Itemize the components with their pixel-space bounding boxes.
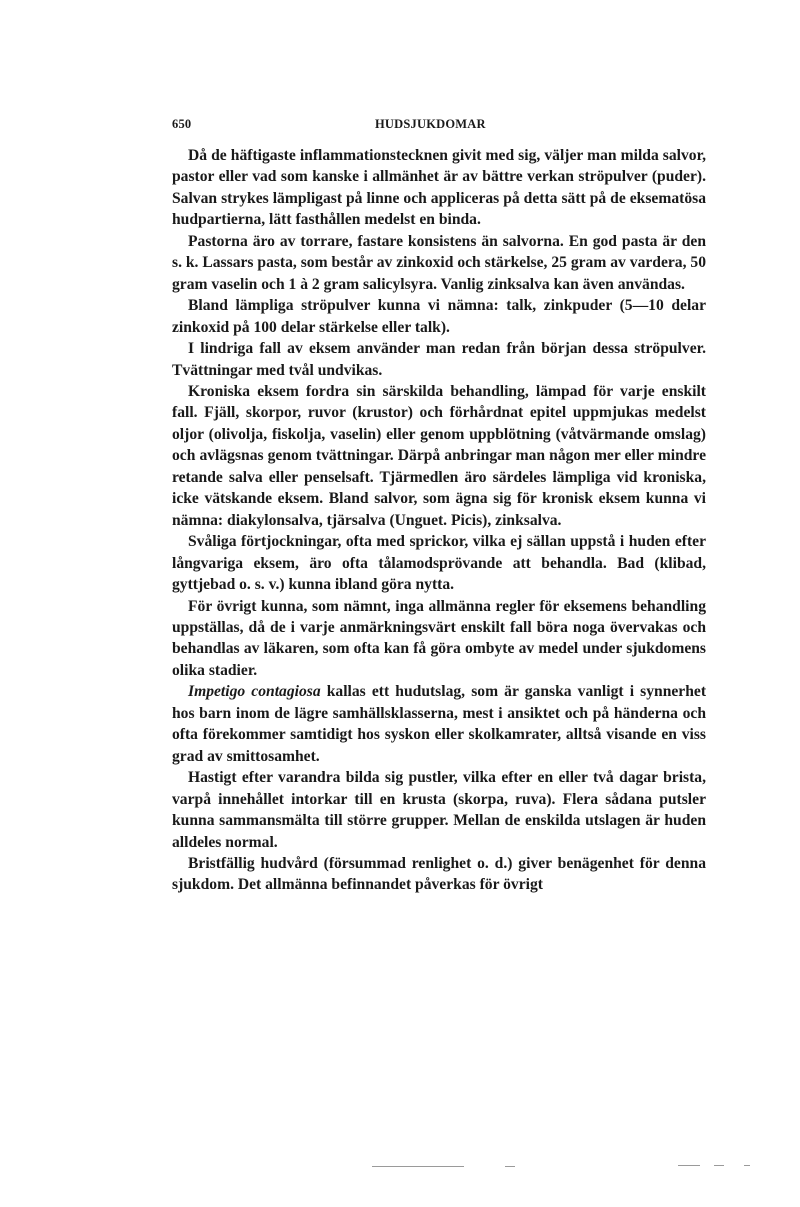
scan-artifact [714, 1165, 724, 1166]
paragraph: Svåliga förtjockningar, ofta med sprickor, vilka ej sällan uppstå i huden efter långvariga eksem, äro ofta tålamodsprövande att behandla. Bad (klibad, gyttjebad o. s. v.) kunna ibland göra nytta. [172, 533, 706, 594]
body-text [172, 145, 706, 896]
scan-artifact [744, 1165, 750, 1166]
paragraph: I lindriga fall av eksem använder man redan från början dessa ströpulver. Tvättningar med tvål undvikas. [172, 340, 706, 379]
paragraph-text: kallas ett hudutslag, som är ganska vanligt i synnerhet hos barn inom de lägre samhällsklasserna, mest i ansiktet och på händerna och ofta förekommer samtidigt hos syskon eller skolkamrater, alltså visande en viss grad av smittosamhet. [172, 683, 707, 765]
paragraph-impetigo [172, 681, 706, 767]
scan-artifact [505, 1166, 515, 1167]
scan-artifact [372, 1166, 464, 1167]
paragraph: Kroniska eksem fordra sin särskilda behandling, lämpad för varje enskilt fall. Fjäll, skorpor, ruvor (krustor) och förhårdnat epitel uppmjukas medelst oljor (olivolja, fiskolja, vaselin) eller genom uppblötning (våtvärmande omslag) och avlägsnas genom tvättningar. Därpå anbringar man någon mer eller mindre retande salva eller penselsaft. Tjärmedlen äro särdeles lämpliga vid kroniska, icke vätskande eksem. Bland salvor, som ägna sig för kronisk eksem kunna vi nämna: diakylonsalva, tjärsalva (Unguet. Picis), zinksalva. [172, 382, 706, 529]
scan-artifact [678, 1165, 700, 1166]
paragraph: För övrigt kunna, som nämnt, inga allmänna regler för eksemens behandling uppställas, då de i varje anmärkningsvärt enskilt fall böra noga övervakas och behandlas av läkaren, som ofta kan få göra ombyte av medel under sjukdomens olika stadier. [172, 597, 706, 679]
running-head [172, 117, 706, 135]
paragraph: Pastorna äro av torrare, fastare konsistens än salvorna. En god pasta är den s. k. Lassars pasta, som består av zinkoxid och stärkelse, 25 gram av vardera, 50 gram vaselin och 1 à 2 gram salicylsyra. Vanlig zinksalva kan även användas. [172, 232, 706, 293]
paragraph: Då de häftigaste inflammationstecknen givit med sig, väljer man milda salvor, pastor eller vad som kanske i allmänhet är av bättre verkan ströpulver (puder). Salvan strykes lämpligast på linne och appliceras på detta sätt på de eksematösa hudpartierna, lätt fasthållen medelst en binda. [172, 147, 706, 229]
paragraph: Bland lämpliga ströpulver kunna vi nämna: talk, zinkpuder (5—10 delar zinkoxid på 100 delar stärkelse eller talk). [172, 297, 706, 336]
running-title: HUDSJUKDOMAR [375, 117, 486, 131]
page-number: 650 [172, 117, 192, 131]
term-impetigo-contagiosa: Impetigo contagiosa [188, 683, 321, 701]
paragraph: Bristfällig hudvård (försummad renlighet o. d.) giver benägenhet för denna sjukdom. Det allmänna befinnandet påverkas för övrigt [172, 854, 706, 894]
paragraph: Hastigt efter varandra bilda sig pustler, vilka efter en eller två dagar brista, varpå innehållet intorkar till en krusta (skorpa, ruva). Flera sådana putsler kunna sammansmälta till större grupper. Mellan de enskilda utslagen är huden alldeles normal. [172, 769, 706, 851]
